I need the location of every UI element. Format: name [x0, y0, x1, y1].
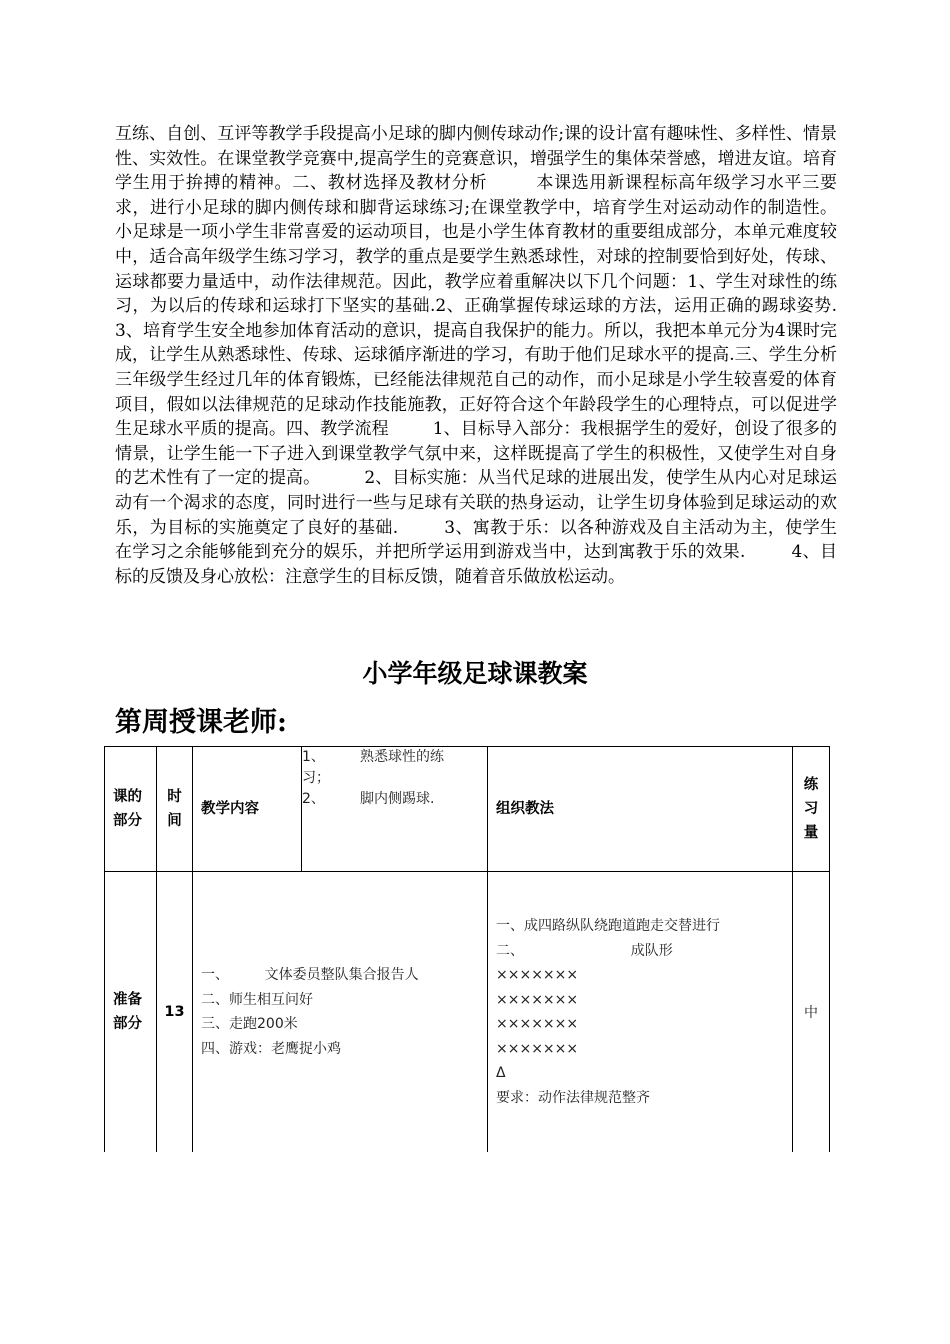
- prep-org-line-1: 一、成四路纵队绕跑道跑走交替进行: [496, 918, 720, 934]
- header-part-cell: [105, 747, 157, 872]
- header-part-line1: 课的: [113, 789, 142, 805]
- header-org-label: 组织教法: [488, 747, 793, 872]
- formation-row-1: ×××××××: [496, 967, 579, 983]
- prep-content-line-4: 四、游戏：老鹰捉小鸡: [201, 1040, 341, 1057]
- header-time-line1: 时: [167, 789, 182, 805]
- document-title: 小学年级足球课教案: [362, 659, 588, 688]
- header-time-line2: 间: [167, 813, 182, 829]
- prep-content-cell: [193, 872, 488, 1153]
- prep-org-line-2: 二、 成队形: [496, 942, 673, 959]
- content-item-1-cont: 习；: [302, 770, 330, 786]
- prep-time-cell: 13: [157, 872, 193, 1153]
- prep-amount-cell: 中: [793, 872, 830, 1153]
- header-part-line2: 部分: [113, 813, 142, 829]
- formation-row-4: ×××××××: [496, 1040, 579, 1057]
- prep-org-cell: [488, 872, 793, 1153]
- teacher-marker: Δ: [496, 1065, 506, 1081]
- prep-content-line-2: 二、师生相互问好: [201, 991, 313, 1008]
- content-item-1: 1、 熟悉球性的练: [302, 749, 444, 765]
- formation-row-2: ×××××××: [496, 991, 579, 1008]
- week-teacher-line: 第周授课老师:: [115, 707, 287, 738]
- prep-org-requirement: 要求：动作法律规范整齐: [496, 1089, 650, 1106]
- header-amount-cell: 练 习 量: [793, 747, 830, 872]
- prep-content-line-1: 一、 文体委员整队集合报告人: [201, 967, 419, 983]
- header-content-label: 教学内容: [193, 747, 302, 872]
- table-row-prep: [105, 872, 830, 1153]
- content-item-2: 2、 脚内侧踢球.: [302, 791, 435, 807]
- header-time-cell: [157, 747, 193, 872]
- prep-part-cell: 准备 部分: [105, 872, 157, 1153]
- formation-row-3: ×××××××: [496, 1016, 579, 1032]
- intro-paragraph: 互练、自创、互评等教学手段提高小足球的脚内侧传球动作;课的设计富有趣味性、多样性、情景性、实效性。在课堂教学竞赛中,提高学生的竞赛意识，增强学生的集体荣誉感，增进友谊。培育学生用于拚搏的精神。二、教材选择及教材分析 本课选用新课程标高年级学习水平三要求，进行小足球的脚内侧传球和脚背运球练习;在课堂教学中，培育学生对运动动作的制造性。 小足球是一项小学生非常喜爱的运动项目，也是小学生体育教材的重要组成部分，本单元难度较中，适合高年级学生练习学习，教学的重点是要学生熟悉球性，对球的控制要恰到好处，传球、运球都要力量适中，动作法律规范。因此，教学应着重解决以下几个问题：1、学生对球性的练习，为以后的传球和运球打下坚实的基础.2、正确掌握传球运球的方法，运用正确的踢球姿势.3、培育学生安全地参加体育活动的意识，提高自我保护的能力。所以，我把本单元分为4课时完成，让学生从熟悉球性、传球、运球循序渐进的学习，有助于他们足球水平的提高.三、学生分析 三年级学生经过几年的体育锻炼，已经能法律规范自己的动作，而小足球是小学生较喜爱的体育项目，假如以法律规范的足球动作技能施教，正好符合这个年龄段学生的心理特点，可以促进学生足球水平质的提高。四、教学流程 1、目标导入部分：我根据学生的爱好，创设了很多的情景，让学生能一下子进入到课堂教学气氛中来，这样既提高了学生的积极性，又使学生对自身的艺术性有了一定的提高。 2、目标实施：从当代足球的进展出发，使学生从内心对足球运动有一个渴求的态度，同时进行一些与足球有关联的热身运动，让学生切身体验到足球运动的欢乐，为目标的实施奠定了良好的基础. 3、寓教于乐：以各种游戏及自主活动为主，使学生在学习之余能够能到充分的娱乐，并把所学运用到游戏当中，达到寓教于乐的效果. 4、目标的反馈及身心放松：注意学生的目标反馈，随着音乐做放松运动。: [115, 124, 892, 587]
- lesson-plan-table: [104, 746, 830, 1152]
- header-content-items: [302, 747, 488, 872]
- table-header-row: [105, 747, 830, 872]
- prep-content-line-3: 三、走跑200米: [201, 1016, 298, 1032]
